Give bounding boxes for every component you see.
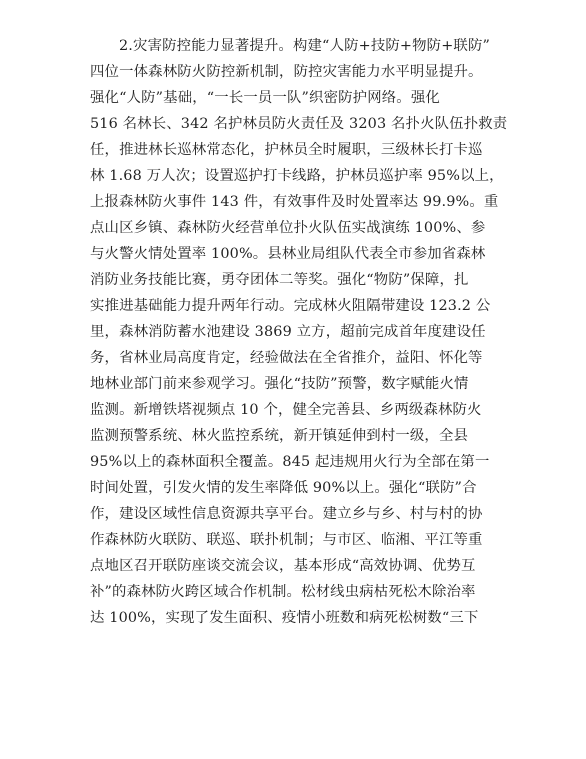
paragraph-line: 地林业部门前来参观学习。强化“技防”预警，数字赋能火情 [90,376,469,392]
paragraph-line: 达 100%，实现了发生面积、疫情小班数和病死松树数“三下 [90,610,479,626]
paragraph-line: 与火警火情处置率 100%。县林业局组队代表全市参加省森林 [90,246,486,262]
paragraph-line: 作森林防火联防、联巡、联扑机制；与市区、临湘、平江等重 [90,532,483,548]
paragraph-line: 2.灾害防控能力显著提升。构建“人防+技防+物防+联防” [119,38,491,54]
paragraph-line: 点山区乡镇、森林防火经营单位扑火队伍实战演练 100%、参 [90,220,486,236]
paragraph-line: 补”的森林防火跨区域合作机制。松材线虫病枯死松木除治率 [90,584,476,600]
paragraph-line: 作，建设区域性信息资源共享平台。建立乡与乡、村与村的协 [90,506,483,522]
paragraph-line: 上报森林防火事件 143 件，有效事件及时处置率达 99.9%。重 [90,194,499,210]
paragraph-line: 点地区召开联防座谈交流会议，基本形成“高效协调、优势互 [90,558,476,574]
paragraph-line: 务，省林业局高度肯定，经验做法在全省推介，益阳、怀化等 [90,350,483,366]
paragraph-line: 任，推进林长巡林常态化，护林员全时履职，三级林长打卡巡 [90,142,483,158]
paragraph-line: 516 名林长、342 名护林员防火责任及 3203 名扑火队伍扑救责 [90,116,508,132]
paragraph-line: 里，森林消防蓄水池建设 3869 立方，超前完成首年度建设任 [90,324,486,340]
paragraph-line: 强化“人防”基础，“一长一员一队”织密防护网络。强化 [90,90,440,106]
paragraph-line: 实推进基础能力提升两年行动。完成林火阻隔带建设 123.2 公 [90,298,491,314]
paragraph-line: 消防业务技能比赛，勇夺团体二等奖。强化“物防”保障，扎 [90,272,469,288]
paragraph-line: 林 1.68 万人次；设置巡护打卡线路，护林员巡护率 95%以上， [90,168,504,184]
paragraph-line: 监测。新增铁塔视频点 10 个，健全完善县、乡两级森林防火 [90,402,482,418]
paragraph-line: 时间处置，引发火情的发生率降低 90%以上。强化“联防”合 [90,480,477,496]
paragraph-line: 监测预警系统、林火监控系统，新开镇延伸到村一级，全县 [90,428,469,444]
paragraph-line: 95%以上的森林面积全覆盖。845 起违规用火行为全部在第一 [90,454,490,470]
document-body-paragraph [90,33,508,631]
paragraph-line: 四位一体森林防火防控新机制，防控灾害能力水平明显提升。 [90,64,483,80]
